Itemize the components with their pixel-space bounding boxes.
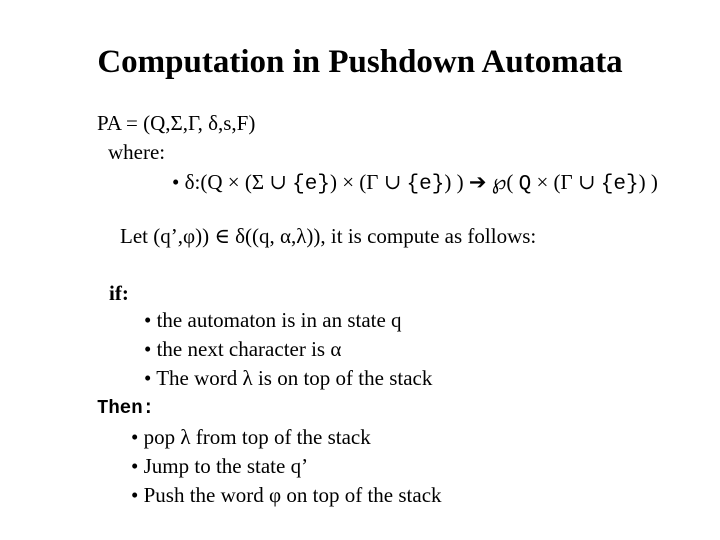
transition-tail: × (Γ ∪ (531, 170, 601, 194)
then-item: • Push the word φ on top of the stack (131, 483, 442, 507)
empty-string-set: {e} (600, 173, 639, 196)
transition-arrow: ) ) ➔ ℘( (444, 170, 519, 194)
pa-definition: PA = (Q,Σ,Γ, δ,s,F) (97, 111, 256, 135)
state-set-symbol: Q (518, 173, 532, 196)
if-item: • The word λ is on top of the stack (144, 366, 433, 390)
slide-title: Computation in Pushdown Automata (97, 44, 623, 80)
transition-close: ) ) (638, 170, 658, 194)
where-label: where: (108, 140, 166, 164)
transition-function (172, 170, 658, 196)
then-item: • Jump to the state q’ (131, 454, 309, 478)
empty-string-set: {e} (406, 173, 445, 196)
if-item: • the automaton is in an state q (144, 308, 402, 332)
empty-string-set: {e} (292, 173, 330, 196)
transition-prefix: • δ:(Q × (Σ ∪ (172, 170, 293, 194)
if-item: • the next character is α (144, 337, 342, 361)
let-statement: Let (q’,φ)) ∈ δ((q, α,λ)), it is compute as follows: (120, 224, 537, 248)
transition-mid: ) × (Γ ∪ (329, 170, 407, 194)
then-label: Then: (97, 397, 155, 419)
then-item: • pop λ from top of the stack (131, 425, 371, 449)
if-label: if: (109, 281, 129, 305)
